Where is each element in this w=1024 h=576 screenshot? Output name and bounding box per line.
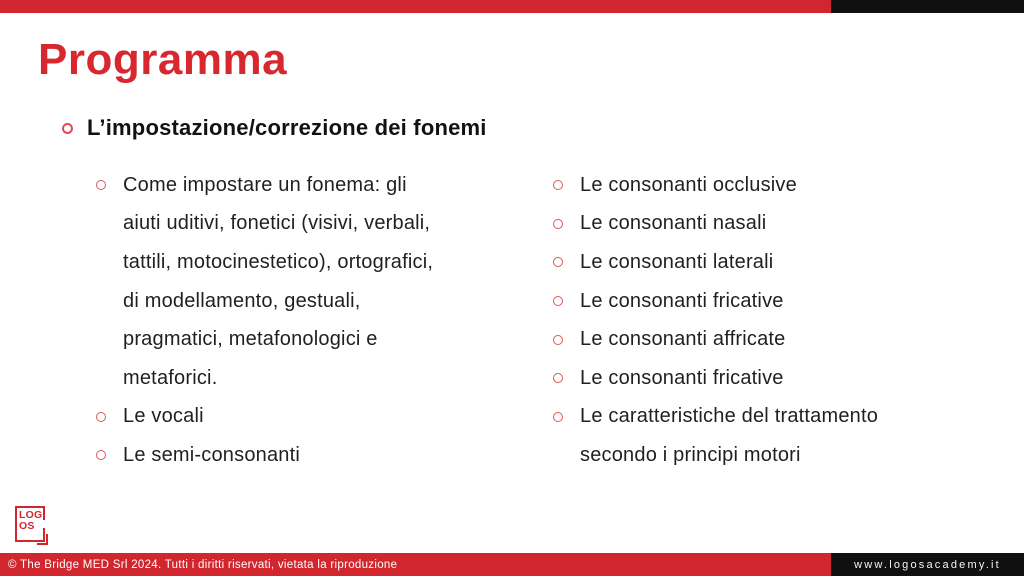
list-item-continuation — [96, 205, 536, 244]
list-item — [553, 243, 1003, 282]
list-item-text: secondo i principi motori — [580, 443, 801, 466]
section-heading-row — [62, 112, 487, 144]
circle-bullet-icon — [553, 180, 563, 190]
logo-text-line2: OS — [19, 520, 35, 532]
list-item — [96, 166, 536, 205]
circle-bullet-icon — [553, 219, 563, 229]
section-heading: L’impostazione/correzione dei fonemi — [87, 115, 487, 140]
circle-bullet-icon — [553, 296, 563, 306]
list-item — [553, 166, 1003, 205]
circle-bullet-icon — [553, 257, 563, 267]
list-item — [553, 398, 1003, 437]
list-item-text: metaforici. — [123, 366, 218, 389]
list-item-text: Le consonanti fricative — [580, 289, 784, 312]
footer-website-box — [831, 553, 1024, 576]
list-item-continuation — [96, 282, 536, 321]
circle-bullet-icon — [553, 373, 563, 383]
list-item — [553, 282, 1003, 321]
list-item-text: tattili, motocinestetico), ortografici, — [123, 250, 434, 273]
list-item-text: Le consonanti occlusive — [580, 173, 797, 196]
footer-bar — [0, 553, 831, 576]
list-item-continuation — [553, 436, 1003, 475]
circle-bullet-icon — [553, 335, 563, 345]
bullet-column-right — [553, 166, 1003, 475]
list-item-continuation — [96, 320, 536, 359]
circle-bullet-icon — [96, 450, 106, 460]
list-item-text: Le semi-consonanti — [123, 443, 301, 466]
logo-text-line1: LOG — [19, 509, 43, 521]
list-item-text: pragmatici, metafonologici e — [123, 328, 378, 351]
list-item-text: Come impostare un fonema: gli — [123, 173, 407, 196]
list-item-text: Le caratteristiche del trattamento — [580, 405, 879, 428]
list-item — [96, 398, 536, 437]
logos-logo — [15, 506, 45, 542]
list-item-text: Le consonanti laterali — [580, 250, 774, 273]
list-item-text: Le consonanti affricate — [580, 328, 786, 351]
top-accent-bar-black — [831, 0, 1024, 13]
list-item-text: Le consonanti nasali — [580, 212, 767, 235]
circle-bullet-icon — [96, 412, 106, 422]
list-item — [553, 320, 1003, 359]
list-item-continuation — [96, 359, 536, 398]
top-accent-bar-red — [0, 0, 831, 13]
list-item-text: di modellamento, gestuali, — [123, 289, 361, 312]
circle-bullet-icon — [62, 123, 73, 134]
page-title: Programma — [38, 35, 288, 84]
list-item-text: aiuti uditivi, fonetici (visivi, verbali, — [123, 212, 431, 235]
list-item-text: Le consonanti fricative — [580, 366, 784, 389]
copyright-text: © The Bridge MED Srl 2024. Tutti i diritti riservati, vietata la riproduzione — [8, 558, 398, 571]
list-item — [553, 359, 1003, 398]
list-item — [553, 205, 1003, 244]
circle-bullet-icon — [553, 412, 563, 422]
bullet-column-left — [96, 166, 536, 475]
list-item-text: Le vocali — [123, 405, 204, 428]
website-text: www.logosacademy.it — [854, 558, 1001, 571]
list-item — [96, 436, 536, 475]
list-item-continuation — [96, 243, 536, 282]
circle-bullet-icon — [96, 180, 106, 190]
